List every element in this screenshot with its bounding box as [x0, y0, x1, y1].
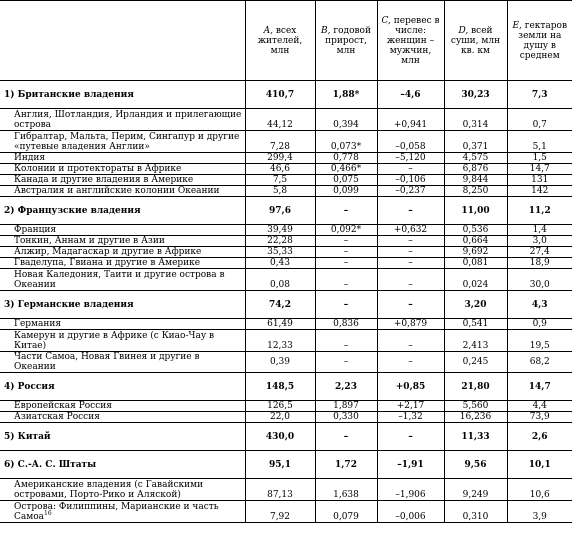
row-name-cell [0, 197, 245, 225]
row-name: Алжир, Мадагаскар и другие в Африке [14, 247, 202, 257]
value-cell-b: 0,073* [315, 131, 377, 153]
value-cell-d: 2,413 [444, 330, 507, 352]
header-letter: B, [321, 25, 331, 36]
row-name: Европейская Россия [14, 401, 112, 411]
row-name-cell [0, 501, 245, 523]
value-cell-c: –1,91 [377, 451, 444, 479]
value-cell-d: 3,20 [444, 291, 507, 319]
value-cell-c: – [377, 164, 444, 175]
table-row [0, 501, 572, 523]
value-cell-a: 299,4 [245, 153, 315, 164]
header-letter: A, [263, 25, 273, 36]
value-cell-b: 0,466* [315, 164, 377, 175]
row-name: Новая Каледония, Таити и другие острова в Океании [14, 269, 225, 290]
header-text: гектаров земли на душу в среднем [518, 20, 568, 61]
value-cell-d: 11,33 [444, 423, 507, 451]
row-name: Гваделупа, Гвиана и другие в Америке [14, 258, 201, 268]
header-column-b [315, 1, 377, 81]
value-cell-a: 95,1 [245, 451, 315, 479]
table-header-row [0, 1, 572, 81]
value-cell-d: 9,844 [444, 175, 507, 186]
value-cell-c: +2,17 [377, 401, 444, 412]
table-row [0, 236, 572, 247]
value-cell-c: – [377, 423, 444, 451]
table-row [0, 330, 572, 352]
value-cell-e: 131 [507, 175, 572, 186]
value-cell-d: 0,245 [444, 352, 507, 373]
value-cell-e: 10,1 [507, 451, 572, 479]
row-name-cell [0, 352, 245, 373]
value-cell-d: 0,664 [444, 236, 507, 247]
value-cell-c: – [377, 291, 444, 319]
row-name-cell [0, 258, 245, 269]
value-cell-e: 10,6 [507, 479, 572, 501]
value-cell-c: –0,106 [377, 175, 444, 186]
value-cell-e: 0,7 [507, 109, 572, 131]
table-group-row [0, 197, 572, 225]
value-cell-c: – [377, 352, 444, 373]
value-cell-c: –0,006 [377, 501, 444, 523]
value-cell-d: 0,310 [444, 501, 507, 523]
value-cell-e: 14,7 [507, 373, 572, 401]
value-cell-e: 68,2 [507, 352, 572, 373]
value-cell-b: 1,88* [315, 81, 377, 109]
header-column-e [507, 1, 572, 81]
table-row [0, 225, 572, 236]
value-cell-d: 5,560 [444, 401, 507, 412]
table-row [0, 247, 572, 258]
value-cell-d: 8,250 [444, 186, 507, 197]
value-cell-d: 0,081 [444, 258, 507, 269]
value-cell-a: 7,5 [245, 175, 315, 186]
row-name: Американские владения (с Гавайскими островами, Порто-Рико и Аляской) [14, 479, 204, 500]
table-row [0, 269, 572, 291]
row-name-cell [0, 109, 245, 131]
row-name: Англия, Шотландия, Ирландия и прилегающие острова [14, 109, 242, 130]
row-name: Азиатская Россия [14, 412, 100, 422]
table-body [0, 81, 572, 523]
row-name: Части Самоа, Новая Гвинея и другие в Океании [14, 352, 200, 372]
value-cell-e: 3,0 [507, 236, 572, 247]
header-text: всей суши, млн кв. км [450, 25, 501, 56]
row-name-cell [0, 131, 245, 153]
row-name-cell [0, 412, 245, 423]
value-cell-c: +0,941 [377, 109, 444, 131]
value-cell-b: 1,72 [315, 451, 377, 479]
table-row [0, 352, 572, 373]
row-name-cell [0, 164, 245, 175]
table-group-row [0, 291, 572, 319]
row-name: Острова: Филиппины, Марианские и часть Самоа [14, 501, 219, 522]
value-cell-a: 148,5 [245, 373, 315, 401]
row-name: Франция [14, 225, 57, 235]
value-cell-c: +0,879 [377, 319, 444, 330]
value-cell-a: 39,49 [245, 225, 315, 236]
header-column-d [444, 1, 507, 81]
row-name: Камерун и другие в Африке (с Киао-Чау в Китае) [14, 330, 215, 351]
value-cell-e: 11,2 [507, 197, 572, 225]
value-cell-a: 126,5 [245, 401, 315, 412]
value-cell-e: 2,6 [507, 423, 572, 451]
header-letter: D, [458, 25, 469, 36]
value-cell-a: 35,33 [245, 247, 315, 258]
value-cell-c: –4,6 [377, 81, 444, 109]
header-column-c [377, 1, 444, 81]
value-cell-d: 0,541 [444, 319, 507, 330]
value-cell-e: 7,3 [507, 81, 572, 109]
value-cell-b: 1,638 [315, 479, 377, 501]
value-cell-c: – [377, 269, 444, 291]
value-cell-e: 4,4 [507, 401, 572, 412]
value-cell-d: 0,024 [444, 269, 507, 291]
table-row [0, 109, 572, 131]
value-cell-b: – [315, 291, 377, 319]
row-name-cell [0, 373, 245, 401]
row-name: Германия [14, 319, 62, 329]
value-cell-d: 0,314 [444, 109, 507, 131]
row-name-cell [0, 319, 245, 330]
value-cell-a: 87,13 [245, 479, 315, 501]
value-cell-b: 1,897 [315, 401, 377, 412]
value-cell-e: 1,5 [507, 153, 572, 164]
row-name-cell [0, 236, 245, 247]
header-text: всех жителей, млн [257, 25, 303, 56]
value-cell-b: – [315, 247, 377, 258]
value-cell-b: 0,079 [315, 501, 377, 523]
row-name-cell [0, 451, 245, 479]
value-cell-d: 9,249 [444, 479, 507, 501]
value-cell-c: –1,906 [377, 479, 444, 501]
value-cell-c: +0,85 [377, 373, 444, 401]
value-cell-c: – [377, 197, 444, 225]
row-name: 2) Французские владения [4, 205, 141, 216]
row-name: Колонии и протектораты в Африке [14, 164, 182, 174]
header-letter: C, [381, 15, 391, 26]
value-cell-a: 430,0 [245, 423, 315, 451]
table-row [0, 319, 572, 330]
value-cell-d: 6,876 [444, 164, 507, 175]
value-cell-d: 0,536 [444, 225, 507, 236]
table-group-row [0, 81, 572, 109]
value-cell-d: 9,56 [444, 451, 507, 479]
value-cell-b: 0,394 [315, 109, 377, 131]
value-cell-d: 11,00 [444, 197, 507, 225]
value-cell-e: 19,5 [507, 330, 572, 352]
value-cell-a: 74,2 [245, 291, 315, 319]
row-name: 5) Китай [4, 431, 51, 442]
row-name: Гибралтар, Мальта, Перим, Сингапур и другие «путевые владения Англии» [14, 131, 240, 152]
value-cell-d: 0,371 [444, 131, 507, 153]
value-cell-a: 7,92 [245, 501, 315, 523]
table-row [0, 412, 572, 423]
value-cell-a: 0,43 [245, 258, 315, 269]
row-name-cell [0, 479, 245, 501]
value-cell-e: 30,0 [507, 269, 572, 291]
table-row [0, 479, 572, 501]
header-name-column [0, 1, 245, 81]
value-cell-b: – [315, 352, 377, 373]
row-name: Канада и другие владения в Америке [14, 175, 194, 185]
value-cell-b: – [315, 330, 377, 352]
value-cell-d: 21,80 [444, 373, 507, 401]
value-cell-b: 0,778 [315, 153, 377, 164]
table-row [0, 258, 572, 269]
value-cell-a: 22,0 [245, 412, 315, 423]
value-cell-b: – [315, 258, 377, 269]
row-name-cell [0, 269, 245, 291]
value-cell-b: 0,836 [315, 319, 377, 330]
row-name: Индия [14, 153, 46, 163]
value-cell-c: +0,632 [377, 225, 444, 236]
table-row [0, 186, 572, 197]
row-name-cell [0, 401, 245, 412]
row-name: 1) Британские владения [4, 89, 134, 100]
table-group-row [0, 373, 572, 401]
table-row [0, 153, 572, 164]
value-cell-b: 0,092* [315, 225, 377, 236]
value-cell-a: 5,8 [245, 186, 315, 197]
value-cell-c: – [377, 236, 444, 247]
row-name-cell [0, 186, 245, 197]
row-name-cell [0, 225, 245, 236]
value-cell-a: 410,7 [245, 81, 315, 109]
value-cell-c: –5,120 [377, 153, 444, 164]
row-name-cell [0, 247, 245, 258]
value-cell-c: –0,237 [377, 186, 444, 197]
value-cell-e: 4,3 [507, 291, 572, 319]
value-cell-e: 27,4 [507, 247, 572, 258]
row-name-cell [0, 291, 245, 319]
value-cell-a: 46,6 [245, 164, 315, 175]
header-letter: E, [512, 20, 522, 31]
value-cell-e: 5,1 [507, 131, 572, 153]
value-cell-e: 0,9 [507, 319, 572, 330]
value-cell-c: – [377, 330, 444, 352]
value-cell-a: 61,49 [245, 319, 315, 330]
value-cell-a: 7,28 [245, 131, 315, 153]
value-cell-e: 18,9 [507, 258, 572, 269]
value-cell-b: 2,23 [315, 373, 377, 401]
value-cell-d: 9,692 [444, 247, 507, 258]
row-name-cell [0, 81, 245, 109]
value-cell-b: – [315, 197, 377, 225]
value-cell-c: – [377, 258, 444, 269]
value-cell-c: – [377, 247, 444, 258]
header-text: годовой прирост, млн [325, 25, 371, 56]
footnote-marker: 16 [44, 509, 52, 517]
value-cell-b: 0,075 [315, 175, 377, 186]
value-cell-e: 14,7 [507, 164, 572, 175]
value-cell-a: 0,08 [245, 269, 315, 291]
value-cell-b: – [315, 269, 377, 291]
header-text: перевес в числе: женщин – мужчин, млн [386, 15, 440, 66]
row-name-cell [0, 153, 245, 164]
value-cell-e: 142 [507, 186, 572, 197]
value-cell-b: – [315, 236, 377, 247]
value-cell-c: –1,32 [377, 412, 444, 423]
value-cell-d: 30,23 [444, 81, 507, 109]
table-group-row [0, 423, 572, 451]
value-cell-b: – [315, 423, 377, 451]
value-cell-a: 44,12 [245, 109, 315, 131]
row-name-cell [0, 330, 245, 352]
table-row [0, 164, 572, 175]
value-cell-a: 0,39 [245, 352, 315, 373]
table-row [0, 175, 572, 186]
row-name: Австралия и английские колонии Океании [14, 186, 220, 196]
row-name-cell [0, 175, 245, 186]
value-cell-e: 1,4 [507, 225, 572, 236]
value-cell-b: 0,330 [315, 412, 377, 423]
row-name: 3) Германские владения [4, 299, 134, 310]
row-name: 6) С.-А. С. Штаты [4, 459, 97, 470]
value-cell-e: 73,9 [507, 412, 572, 423]
table-group-row [0, 451, 572, 479]
table-row [0, 131, 572, 153]
row-name-cell [0, 423, 245, 451]
value-cell-a: 22,28 [245, 236, 315, 247]
value-cell-e: 3,9 [507, 501, 572, 523]
value-cell-d: 16,236 [444, 412, 507, 423]
header-column-a [245, 1, 315, 81]
value-cell-c: –0,058 [377, 131, 444, 153]
value-cell-a: 12,33 [245, 330, 315, 352]
value-cell-d: 4,575 [444, 153, 507, 164]
value-cell-a: 97,6 [245, 197, 315, 225]
row-name: Тонкин, Аннам и другие в Азии [14, 236, 165, 246]
row-name: 4) Россия [4, 381, 55, 392]
table-row [0, 401, 572, 412]
value-cell-b: 0,099 [315, 186, 377, 197]
